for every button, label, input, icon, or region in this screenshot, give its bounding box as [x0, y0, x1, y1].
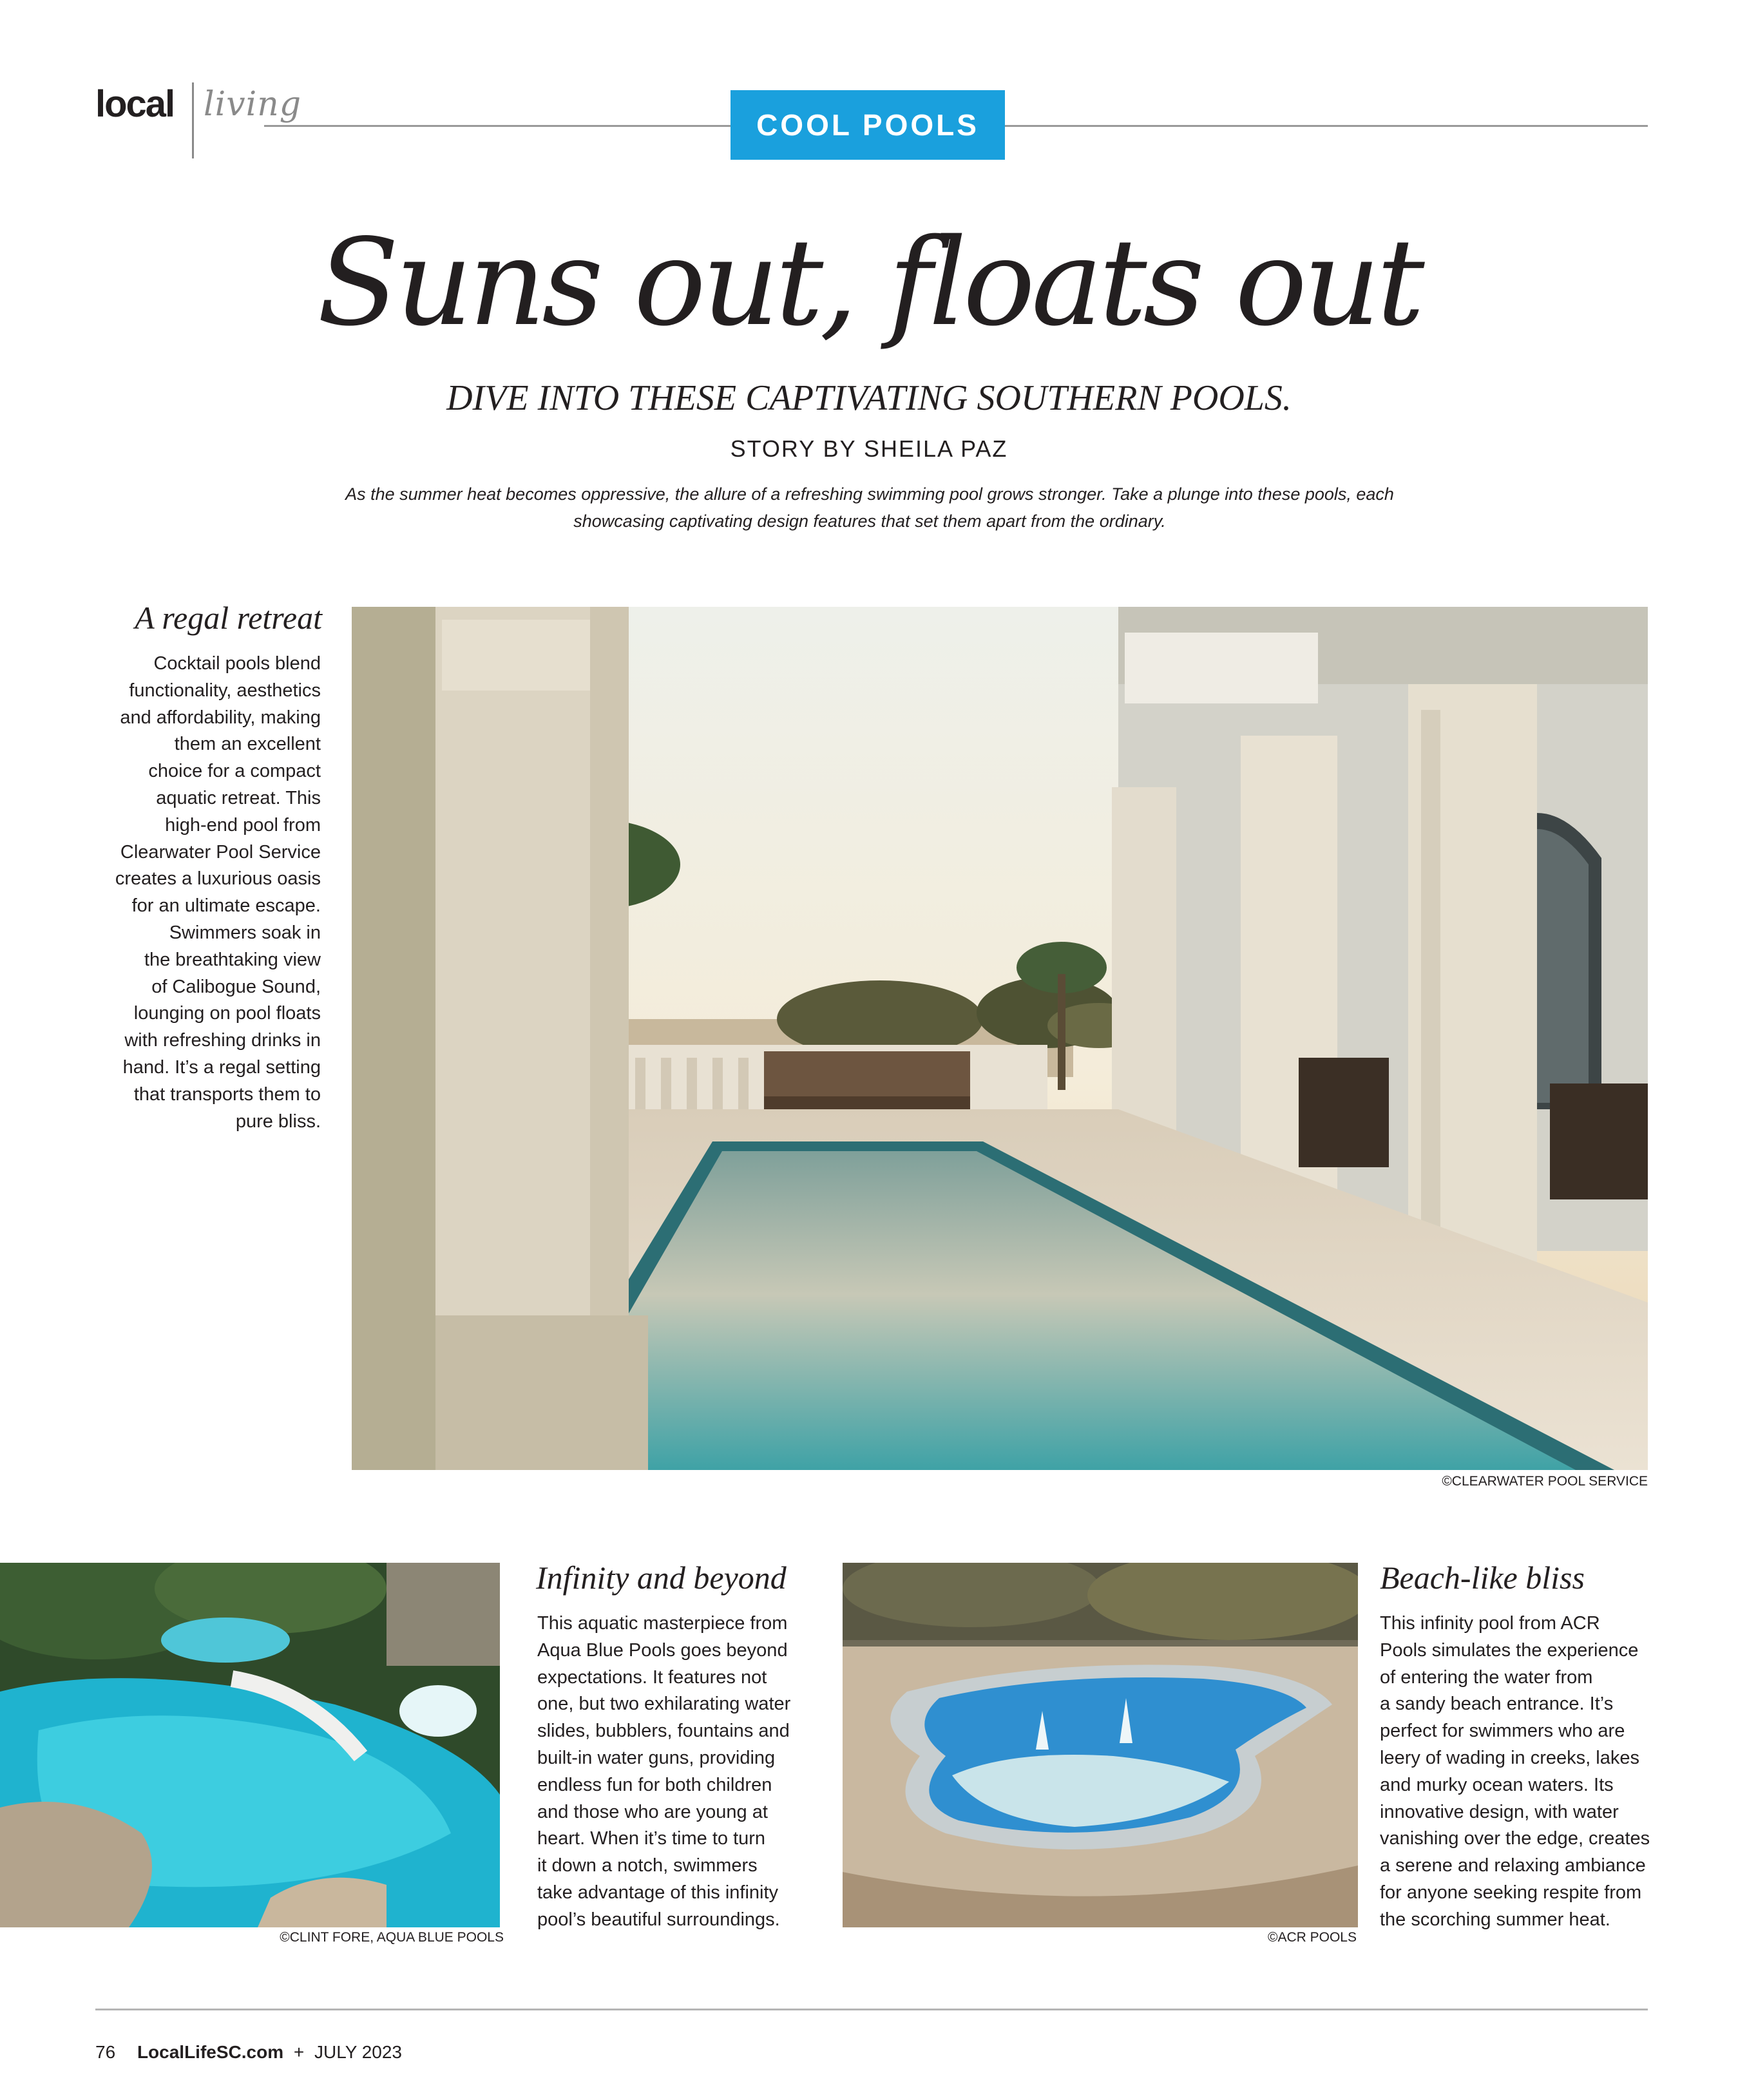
- body-line: vanishing over the edge, creates: [1380, 1828, 1650, 1849]
- footer-issue: JULY 2023: [314, 2042, 402, 2062]
- body-line: This aquatic masterpiece from: [537, 1613, 788, 1634]
- body-line: of Calibogue Sound,: [151, 976, 321, 997]
- photo-beach-like-pool: [843, 1563, 1358, 1927]
- photo-credit-regal-retreat: ©CLEARWATER POOL SERVICE: [1442, 1474, 1648, 1489]
- body-line: built-in water guns, providing: [537, 1747, 776, 1768]
- photo-credit-beach-like: ©ACR POOLS: [1267, 1930, 1357, 1945]
- body-line: pure bliss.: [235, 1111, 321, 1132]
- article-subtitle: DIVE INTO THESE CAPTIVATING SOUTHERN POOLS.: [446, 378, 1292, 418]
- body-line: a sandy beach entrance. It’s: [1380, 1694, 1614, 1715]
- body-line: creates a luxurious oasis: [115, 868, 321, 890]
- body-line: expectations. It features not: [537, 1666, 767, 1688]
- body-line: hand. It’s a regal setting: [122, 1056, 321, 1078]
- body-line: endless fun for both children: [537, 1774, 772, 1795]
- body-line: with refreshing drinks in: [124, 1030, 321, 1051]
- body-line: and those who are young at: [537, 1801, 768, 1822]
- footer-separator: +: [293, 2042, 305, 2062]
- brand-divider: [192, 82, 194, 158]
- footer-site-link[interactable]: LocalLifeSC.com: [137, 2042, 284, 2062]
- section-heading-regal-retreat: A regal retreat: [135, 600, 322, 636]
- article-intro: As the summer heat becomes oppressive, the allure of a refreshing swimming pool grows stronger. Take a plunge into these pools, each showcasing captivating design features that set them apart from the ordinary.: [345, 484, 1394, 531]
- body-line: heart. When it’s time to turn: [537, 1828, 766, 1849]
- body-line: aquatic retreat. This: [156, 787, 321, 808]
- photo-infinity-beyond-pool: [0, 1563, 500, 1927]
- body-line: choice for a compact: [148, 761, 321, 782]
- body-line: Cocktail pools blend: [153, 653, 321, 674]
- body-line: lounging on pool floats: [133, 1003, 321, 1024]
- photo-credit-infinity-beyond: ©CLINT FORE, AQUA BLUE POOLS: [280, 1930, 504, 1945]
- body-line: the breathtaking view: [144, 949, 321, 970]
- brand-logo-local: local: [95, 83, 175, 125]
- body-line: it down a notch, swimmers: [537, 1855, 758, 1876]
- body-line: and murky ocean waters. Its: [1380, 1774, 1614, 1795]
- body-line: for an ultimate escape.: [131, 895, 321, 917]
- body-line: functionality, aesthetics: [129, 680, 321, 701]
- article-title: Suns out, floats out: [317, 213, 1421, 352]
- body-line: perfect for swimmers who are: [1380, 1721, 1625, 1742]
- body-line: take advantage of this infinity: [537, 1882, 779, 1903]
- section-body-infinity-beyond: [537, 1610, 801, 1934]
- body-line: Clearwater Pool Service: [120, 841, 321, 863]
- section-body-regal-retreat: [77, 651, 321, 1135]
- body-line: Pools simulates the experience: [1380, 1639, 1639, 1661]
- article-byline: STORY BY SHEILA PAZ: [730, 435, 1008, 462]
- body-line: the scorching summer heat.: [1380, 1909, 1610, 1930]
- body-line: one, but two exhilarating water: [537, 1694, 791, 1715]
- body-line: Swimmers soak in: [169, 922, 321, 943]
- body-line: slides, bubblers, fountains and: [537, 1721, 790, 1742]
- body-line: that transports them to: [133, 1083, 321, 1105]
- body-line: innovative design, with water: [1380, 1801, 1619, 1822]
- body-line: Aqua Blue Pools goes beyond: [537, 1639, 788, 1661]
- body-line: of entering the water from: [1380, 1666, 1593, 1688]
- page-footer: [95, 2042, 402, 2063]
- footer-rule: [95, 2009, 1648, 2010]
- section-tag: COOL POOLS: [731, 90, 1005, 160]
- section-body-beach-like-bliss: [1380, 1610, 1650, 1934]
- body-line: high-end pool from: [165, 814, 321, 835]
- body-line: pool’s beautiful surroundings.: [537, 1909, 780, 1930]
- body-line: and affordability, making: [120, 707, 321, 728]
- brand-logo-living: living: [204, 85, 302, 124]
- body-line: them an excellent: [174, 734, 321, 755]
- section-heading-infinity-beyond: Infinity and beyond: [536, 1560, 787, 1596]
- section-heading-beach-like-bliss: Beach-like bliss: [1380, 1560, 1585, 1596]
- body-line: leery of wading in creeks, lakes: [1380, 1747, 1639, 1768]
- body-line: a serene and relaxing ambiance: [1380, 1855, 1646, 1876]
- page-number: 76: [95, 2042, 116, 2062]
- body-line: This infinity pool from ACR: [1380, 1613, 1600, 1634]
- photo-regal-retreat-pool: [352, 607, 1648, 1470]
- body-line: for anyone seeking respite from: [1380, 1882, 1642, 1903]
